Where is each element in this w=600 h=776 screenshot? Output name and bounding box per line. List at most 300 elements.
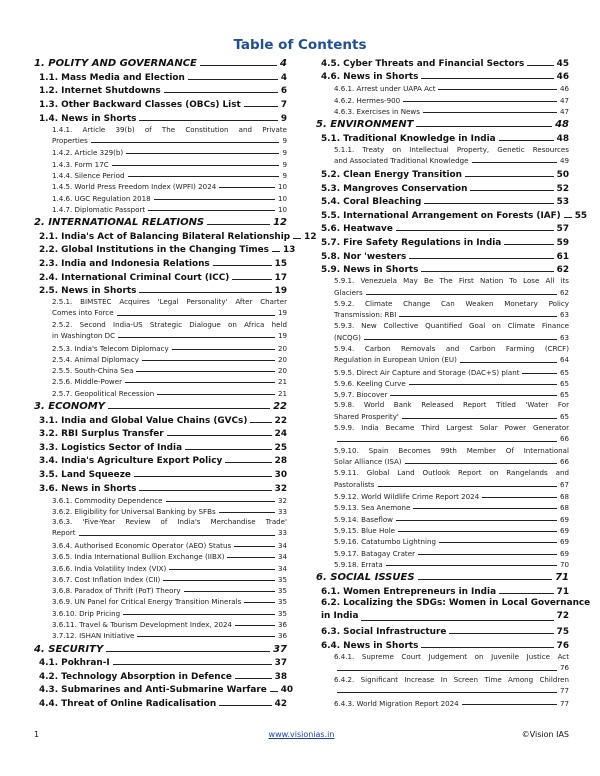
toc-entry-last-line [334,685,569,696]
toc-entry-level2[interactable] [34,453,287,467]
toc-entry-level1[interactable] [34,640,287,654]
leader-line [157,394,275,395]
leader-line [449,633,553,634]
page-number: 35 [277,574,287,584]
page-number: 47 [559,95,569,105]
page-number: 46 [559,84,569,94]
toc-entry-level3[interactable] [316,558,569,569]
toc-entry-level3[interactable] [34,296,287,319]
toc-entry-level3[interactable] [34,169,287,180]
toc-entry-level2[interactable] [316,637,569,651]
toc-entry-text: and Associated Traditional Knowledge [334,156,469,166]
page-number: 36 [277,631,287,641]
leader-line [235,625,275,626]
toc-entry-text: 5.9.5. Direct Air Capture and Storage (DAC+S) plant [334,367,520,377]
page-number: 48 [556,133,569,144]
page-number: 40 [280,685,294,696]
toc-entry-text: 2.5.2. Second India-US Strategic Dialogue on Africa held [52,319,287,329]
page-number: 10 [277,182,287,192]
toc-entry-text: 3. ECONOMY [34,400,105,412]
toc-entry-text: 1.1. Mass Media and Election [39,72,185,83]
page-number: 67 [559,479,569,489]
toc-entry-text: in India [321,611,359,622]
leader-line [126,153,279,154]
toc-entry-last-line [334,456,569,467]
leader-line [413,508,557,509]
page-number: 34 [277,563,287,573]
leader-line [293,238,301,239]
toc-entry-text: Shared Prosperity' [334,411,399,421]
page-number: 12 [304,231,317,242]
page-number: 59 [556,238,569,249]
toc-entry-level2[interactable] [34,695,287,709]
toc-entry-last-line [334,479,569,490]
toc-entry-text: 5.9.7. Biocover [334,390,388,400]
page-number: 35 [277,597,287,607]
page-number: 55 [574,210,588,221]
page-footer [34,730,569,744]
toc-entry-text: 1.3. Other Backward Classes (OBCs) List [39,99,241,110]
toc-entry-level2[interactable] [34,83,287,97]
toc-entry-level2[interactable] [316,583,569,597]
leader-line [142,360,275,361]
leader-line [234,546,275,547]
toc-entry-level3[interactable] [316,388,569,399]
toc-entry-level1[interactable] [34,398,287,412]
toc-entry-level3[interactable] [34,494,287,505]
toc-entry-level2[interactable] [34,269,287,283]
toc-entry-text: 2.5.1. BIMSTEC Acquires 'Legal Personality' After Charter [52,297,287,307]
leader-line [172,349,275,350]
page-number: 34 [277,541,287,550]
toc-entry-text: 6. SOCIAL ISSUES [316,572,415,584]
page-number: 71 [555,572,569,584]
page-number: 37 [273,643,287,655]
toc-entry-level3[interactable] [34,505,287,516]
leader-line [136,371,275,372]
toc-entry-level1[interactable] [316,569,569,583]
toc-entry-level2[interactable] [316,248,569,262]
toc-entry-level2[interactable] [34,283,287,297]
toc-entry-level2[interactable] [316,207,588,221]
toc-entry-text: 5.3. Mangroves Conservation [321,183,468,194]
page-number: 65 [559,411,569,421]
toc-entry-text: 6.3. Social Infrastructure [321,627,447,638]
leader-line [337,692,557,693]
toc-entry-level3[interactable] [34,595,287,606]
toc-entry-level2[interactable] [34,426,287,440]
toc-entry-text: in Washington DC [52,330,116,340]
leader-line [416,126,552,127]
leader-line [219,512,275,513]
toc-entry-level3[interactable] [316,524,569,535]
toc-entry-level3[interactable] [316,82,569,93]
page-number: 22 [273,400,287,412]
leader-line [403,101,557,102]
leader-line [200,65,277,66]
toc-entry-level3[interactable] [316,366,569,377]
toc-entry-level3[interactable] [316,651,569,674]
toc-entry-level2[interactable] [34,242,296,256]
toc-entry-text: 5.9. News in Shorts [321,265,419,276]
toc-entry-text: 5.6. Heatwave [321,224,393,235]
page-number: 52 [556,183,569,194]
page-number: 45 [556,58,569,69]
leader-line [364,339,557,340]
toc-entry-level2[interactable] [34,682,294,696]
toc-entry-text: Solar Alliance (ISA) [334,456,402,466]
leader-line [405,463,557,464]
toc-entry-level3[interactable] [34,539,287,550]
toc-entry-level3[interactable] [316,535,569,546]
page-number: 9 [280,113,287,124]
toc-entry-last-line [52,307,287,318]
toc-entry-text: 4.6. News in Shorts [321,72,419,83]
toc-entry-text: 2.4. International Criminal Court (ICC) [39,272,230,283]
toc-entry-text: 5.9.12. World Wildlife Crime Report 2024 [334,492,480,502]
page-number: 53 [556,197,569,208]
toc-entry-level2[interactable] [34,466,287,480]
leader-line [409,258,553,259]
leader-line [378,486,557,487]
leader-line [272,251,280,252]
toc-entry-text: 5.9.9. India Became Third Largest Solar Power Generator [334,423,569,433]
toc-entry-level2[interactable] [34,69,287,83]
toc-entry-text: 2.3. India and Indonesia Relations [39,258,210,269]
leader-line [337,441,557,442]
leader-line [527,65,553,66]
toc-entry-text: 2.5.6. Middle-Power [52,377,122,387]
website-link[interactable]: www.visionias.in [268,730,335,739]
page-number: 15 [274,258,287,269]
toc-entry-level2[interactable] [34,228,317,242]
leader-line [398,531,557,532]
page-number: 65 [559,390,569,400]
toc-entry-text: Transmission: RBI [334,310,397,320]
toc-entry-level3[interactable] [316,467,569,490]
page-number: 10 [277,204,287,214]
page-number: 13 [282,245,296,256]
toc-entry-level2[interactable] [316,597,591,624]
toc-entry-level3[interactable] [34,124,287,147]
page-number: 71 [556,586,569,597]
page-number: 19 [274,286,287,297]
toc-entry-level3[interactable] [316,696,569,707]
leader-line [361,620,553,621]
leader-line [386,565,557,566]
toc-entry-level3[interactable] [34,203,287,214]
toc-entry-level3[interactable] [316,93,569,104]
toc-entry-level2[interactable] [34,412,287,426]
toc-entry-level3[interactable] [34,550,287,561]
page-number: 48 [555,119,569,131]
toc-entry-text: 3.6.2. Eligibility for Universal Banking by SFBs [52,507,216,517]
toc-entry-level3[interactable] [316,343,569,366]
leader-line [123,614,275,615]
page-number: 69 [559,514,569,524]
page-number: 63 [559,332,569,342]
page-number: 17 [274,272,287,283]
page-number: 19 [277,330,287,340]
toc-entry-level3[interactable] [316,399,569,422]
toc-entry-level2[interactable] [34,439,287,453]
toc-entry-level3[interactable] [34,573,287,584]
page-number: 38 [274,671,287,682]
toc-entry-text: Glaciers [334,287,363,297]
leader-line [482,497,557,498]
toc-entry-level3[interactable] [34,606,287,617]
toc-entry-level3[interactable] [316,105,569,116]
toc-entry-level2[interactable] [34,668,287,682]
toc-entry-level2[interactable] [316,624,569,638]
leader-line [113,664,272,665]
leader-line [423,112,557,113]
leader-line [188,79,278,80]
toc-entry-level3[interactable] [316,275,569,298]
page-number: 10 [277,193,287,203]
page-number: 36 [277,620,287,630]
page-number: 20 [277,343,287,353]
toc-left-column [34,55,317,709]
leader-line [522,373,556,374]
toc-entry-level3[interactable] [34,353,287,364]
page-number: 76 [559,663,569,673]
toc-entry-text: 6.4. News in Shorts [321,641,419,652]
toc-entry-level2[interactable] [316,55,569,69]
page-number: 65 [559,367,569,377]
leader-line [250,422,271,423]
toc-entry-level2[interactable] [34,480,287,494]
toc-entry-level3[interactable] [316,377,569,388]
toc-entry-level3[interactable] [34,375,287,386]
toc-entry-level3[interactable] [316,490,569,501]
toc-entry-last-line [334,155,569,166]
page-number: 34 [277,552,287,562]
toc-entry-last-line [334,411,569,422]
leader-line [439,542,557,543]
toc-entry-text: 1.2. Internet Shutdowns [39,86,161,97]
leader-line [399,316,557,317]
toc-entry-level2[interactable] [316,221,569,235]
leader-line [185,449,272,450]
toc-entry-text: 3.6.9. UN Panel for Critical Energy Transition Minerals [52,597,242,607]
page-number: 69 [559,548,569,558]
toc-entry-level1[interactable] [34,214,287,228]
toc-entry-level2[interactable] [316,69,569,83]
toc-entry-level3[interactable] [316,445,569,468]
toc-entry-level3[interactable] [316,674,569,697]
leader-line [465,176,554,177]
toc-entry-level3[interactable] [316,320,569,343]
toc-entry-level2[interactable] [316,262,569,276]
toc-entry-last-line [334,287,569,298]
leader-line [139,490,271,491]
toc-entry-text: 6.4.1. Supreme Court Judgement on Juvenile Justice Act [334,652,569,662]
toc-entry-text: 4.6.2. Hermes-900 [334,95,401,105]
toc-entry-text: (NCQG) [334,332,361,342]
leader-line [366,294,557,295]
toc-entry-last-line [334,332,569,343]
page-number: 4 [280,72,287,83]
toc-entry-text: 3.6.10. Drip Pricing [52,608,121,618]
toc-entry-level2[interactable] [34,96,287,110]
toc-entry-level3[interactable] [34,157,287,168]
leader-line [219,187,275,188]
toc-entry-text: 3.6.5. India International Bullion Exchange (IIBX) [52,552,225,562]
toc-entry-level2[interactable] [316,130,569,144]
toc-entry-level2[interactable] [34,110,287,124]
leader-line [134,476,272,477]
leader-line [421,271,553,272]
leader-line [227,557,274,558]
leader-line [396,520,557,521]
toc-entry-text: 2.5. News in Shorts [39,286,137,297]
toc-entry-level2[interactable] [316,234,569,248]
toc-entry-level3[interactable] [34,319,287,342]
toc-entry-text: 4.5. Cyber Threats and Financial Sectors [321,58,525,69]
toc-entry-text: 2.2. Global Institutions in the Changing Times [39,245,269,256]
toc-entry-text: 5.7. Fire Safety Regulations in India [321,238,502,249]
toc-entry-text: 6.2. Localizing the SDGs: Women in Local Governance [321,597,591,608]
leader-line [169,569,275,570]
page-number: 30 [274,469,287,480]
toc-entry-level2[interactable] [316,166,569,180]
toc-entry-level3[interactable] [34,180,287,191]
toc-entry-text: Report [52,528,76,538]
leader-line [137,636,275,637]
toc-entry-text: 3.4. India's Agriculture Export Policy [39,456,223,467]
toc-entry-text: 3.6.4. Authorised Economic Operator (AEO) Status [52,541,232,550]
toc-entry-text: 5.1.1. Treaty on Intellectual Property, Genetic Resources [334,144,569,154]
toc-entry-text: 2.1. India's Act of Balancing Bilateral Relationship [39,231,291,242]
toc-entry-text: 2.5.5. South-China Sea [52,366,134,376]
leader-line [166,501,275,502]
toc-entry-text: 5.9.13. Sea Anemone [334,503,411,513]
page-number: 62 [559,287,569,297]
leader-line [219,705,271,706]
toc-entry-text: 5.9.15. Blue Hole [334,526,396,536]
leader-line [244,602,275,603]
toc-entry-level3[interactable] [34,386,287,397]
toc-entry-level3[interactable] [34,584,287,595]
page-number: 9 [282,159,287,169]
leader-line [396,230,554,231]
page-number: 35 [277,608,287,618]
toc-entry-level3[interactable] [316,501,569,512]
toc-entry-text: 5.9.10. Spain Becomes 99th Member Of International [334,445,569,455]
toc-entry-level3[interactable] [316,512,569,523]
page-number: 21 [277,388,287,398]
toc-entry-level3[interactable] [34,146,287,157]
page-number: 4 [280,58,287,70]
page-number: 77 [559,685,569,695]
toc-entry-text: 3.6.8. Paradox of Thrift (PoT) Theory [52,586,181,596]
toc-entry-text: 1.4.5. World Press Freedom Index (WPFI) 2024 [52,182,217,192]
toc-entry-level1[interactable] [316,116,569,130]
toc-entry-level3[interactable] [316,422,569,445]
page-number: 70 [559,559,569,569]
toc-entry-text: 5.8. Nor 'westers [321,251,407,262]
leader-line [125,382,275,383]
leader-line [564,217,572,218]
toc-entry-level2[interactable] [316,194,569,208]
toc-entry-level3[interactable] [34,364,287,375]
toc-entry-text: 1.4.2. Article 329(b) [52,148,124,158]
page-number: 75 [556,627,569,638]
page-number: 69 [559,537,569,547]
leader-line [79,535,275,536]
toc-entry-level3[interactable] [316,144,569,167]
page-number: 28 [274,456,287,467]
toc-entry-text: 3.6.3. 'Five-Year Review of India's Merchandise Trade' [52,517,287,527]
toc-entry-text: 6.4.2. Significant Increase In Screen Time Among Children [334,674,569,684]
page-number: 42 [274,698,287,709]
leader-line [112,165,280,166]
page-number: 46 [556,72,569,83]
page-number: 66 [559,434,569,444]
page-number: 68 [559,492,569,502]
leader-line [128,176,280,177]
leader-line [232,279,271,280]
page-number: 12 [273,217,287,229]
toc-entry-text: 4. SECURITY [34,643,104,655]
toc-entry-level3[interactable] [34,618,287,629]
leader-line [184,591,275,592]
toc-entry-last-line [321,610,569,624]
leader-line [139,292,271,293]
toc-entry-level2[interactable] [316,180,569,194]
toc-entry-level3[interactable] [34,516,287,539]
page-number: 9 [282,135,287,145]
toc-entry-text: 5.9.2. Climate Change Can Weaken Monetary Policy [334,298,569,308]
page-number: 57 [556,224,569,235]
leader-line [438,89,556,90]
toc-entry-text: 4.4. Threat of Online Radicalisation [39,698,217,709]
toc-entry-text: 3.6.11. Travel & Tourism Development Index, 2024 [52,620,233,630]
page-title: Table of Contents [233,37,367,53]
toc-right-column [316,55,591,708]
toc-entry-level2[interactable] [34,655,287,669]
toc-entry-level3[interactable] [34,191,287,202]
toc-entry-level1[interactable] [34,55,287,69]
leader-line [117,315,275,316]
toc-entry-text: 5.2. Clean Energy Transition [321,170,462,181]
toc-entry-level3[interactable] [34,341,287,352]
toc-entry-level2[interactable] [34,255,287,269]
toc-entry-text: 1. POLITY AND GOVERNANCE [34,58,197,70]
page-number: 35 [277,586,287,596]
toc-entry-text: 4.6.3. Exercises in News [334,107,420,117]
leader-line [207,224,270,225]
page-number: 68 [559,503,569,513]
toc-entry-text: 3.1. India and Global Value Chains (GVCs) [39,415,248,426]
toc-entry-level3[interactable] [316,546,569,557]
toc-entry-text: 5.9.14. Baseflow [334,514,393,524]
toc-entry-level3[interactable] [34,629,287,640]
page-number: 37 [274,658,287,669]
page-number: 22 [274,415,287,426]
page-number: 49 [559,156,569,166]
leader-line [213,265,272,266]
toc-entry-level3[interactable] [316,298,569,321]
page-number: 77 [559,698,569,708]
leader-line [139,120,277,121]
toc-entry-text: 4.2. Technology Absorption in Defence [39,671,232,682]
page-number: 7 [280,99,287,110]
toc-entry-level3[interactable] [34,561,287,572]
page-number: 50 [556,170,569,181]
leader-line [472,162,557,163]
